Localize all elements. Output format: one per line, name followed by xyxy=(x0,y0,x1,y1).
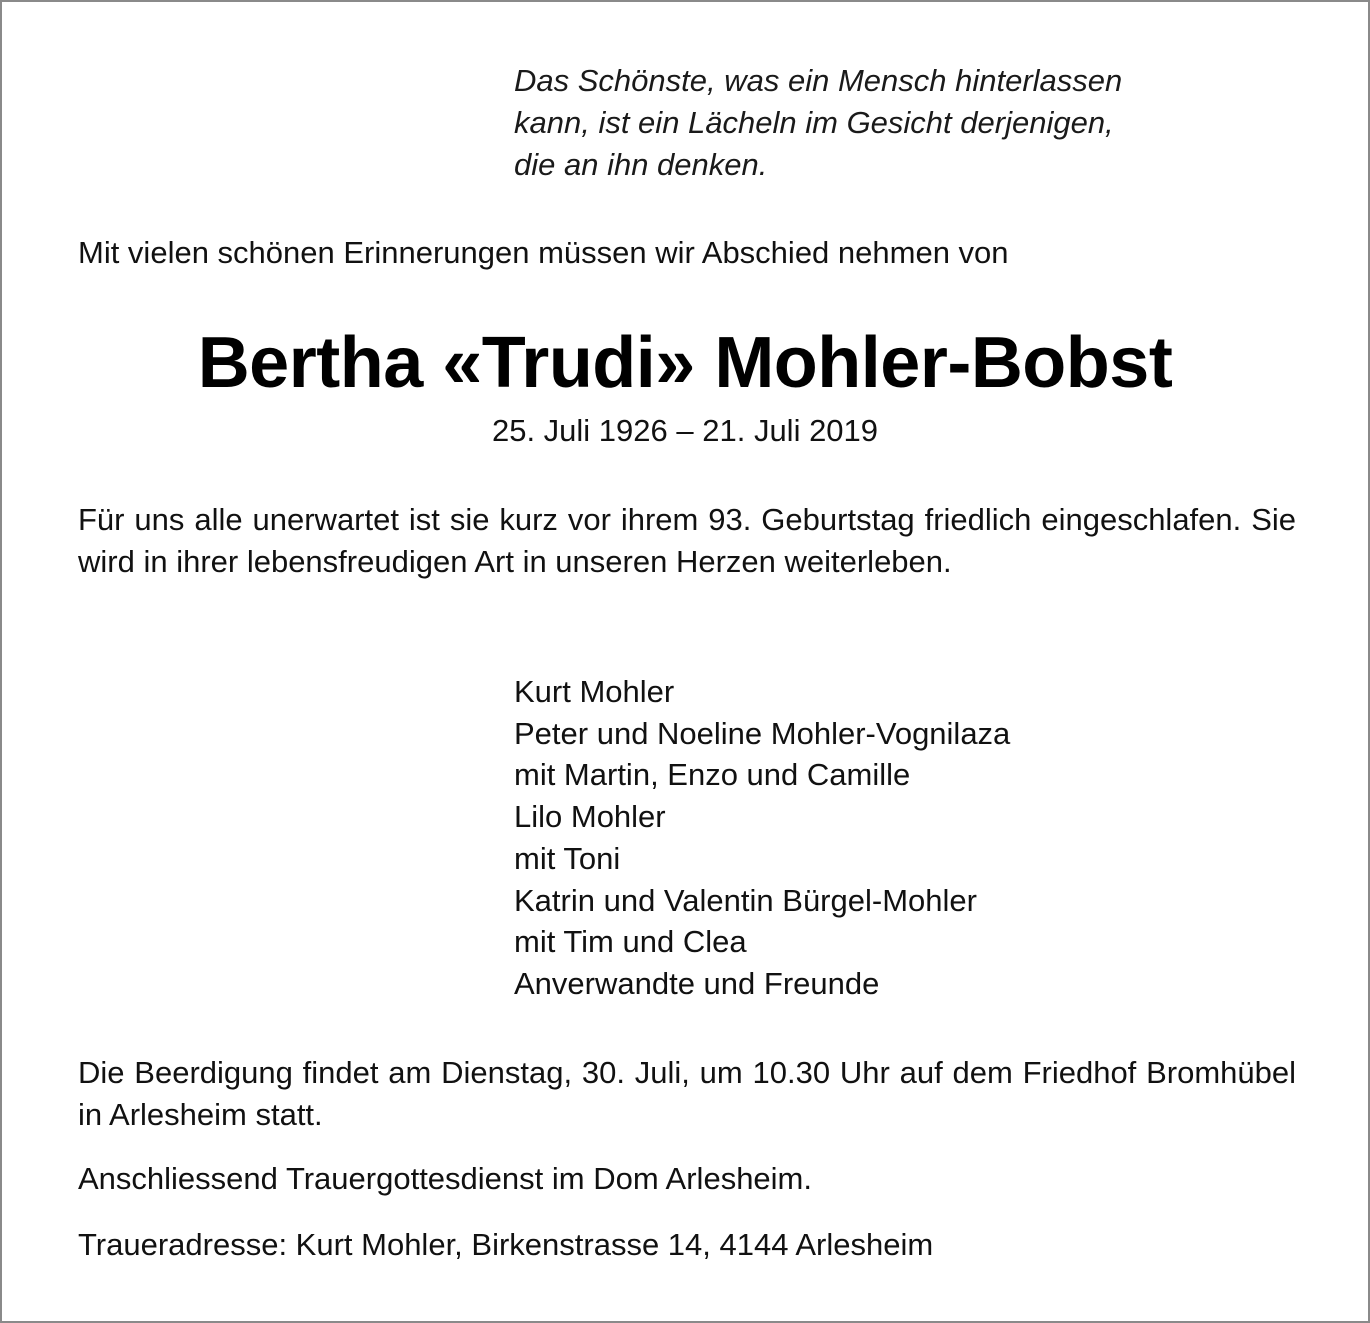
quote-line: Das Schönste, was ein Mensch hinterlassen xyxy=(514,63,1123,98)
mourner-line: Anverwandte und Freunde xyxy=(514,965,880,1001)
deceased-name: Bertha «Trudi» Mohler-Bobst xyxy=(197,323,1173,403)
intro-text: Mit vielen schönen Erinnerungen müssen wir Abschied nehmen von xyxy=(78,235,1009,270)
mourner-line: Lilo Mohler xyxy=(514,799,666,835)
mourner-line: Kurt Mohler xyxy=(514,674,675,709)
mourner-line: mit Martin, Enzo und Camille xyxy=(514,757,911,793)
funeral-details: Die Beerdigung findet am Dienstag, 30. Juli, um 10.30 Uhr auf dem Friedhof Bromhübel in Arlesheim statt. xyxy=(78,1055,1296,1132)
mourner-line: Peter und Noeline Mohler-Vognilaza xyxy=(514,715,1011,751)
mourner-line: Katrin und Valentin Bürgel-Mohler xyxy=(514,882,977,918)
mourners-list xyxy=(514,671,1010,1005)
mourner-line: mit Toni xyxy=(514,840,621,876)
message-paragraph: Für uns alle unerwartet ist sie kurz vor ihrem 93. Geburtstag friedlich eingeschlafen. Sie wird in ihrer lebensfreudigen Art in unseren Herzen weiterleben. xyxy=(78,502,1296,579)
quote-line: die an ihn denken. xyxy=(514,147,768,182)
service-details: Anschliessend Trauergottesdienst im Dom Arlesheim. xyxy=(78,1161,812,1196)
mourning-address: Traueradresse: Kurt Mohler, Birkenstrasse 14, 4144 Arlesheim xyxy=(78,1227,934,1262)
memorial-quote xyxy=(514,60,1274,186)
quote-line: kann, ist ein Lächeln im Gesicht derjenigen, xyxy=(514,105,1114,140)
life-dates: 25. Juli 1926 – 21. Juli 2019 xyxy=(491,413,879,448)
mourner-line: mit Tim und Clea xyxy=(514,924,747,960)
